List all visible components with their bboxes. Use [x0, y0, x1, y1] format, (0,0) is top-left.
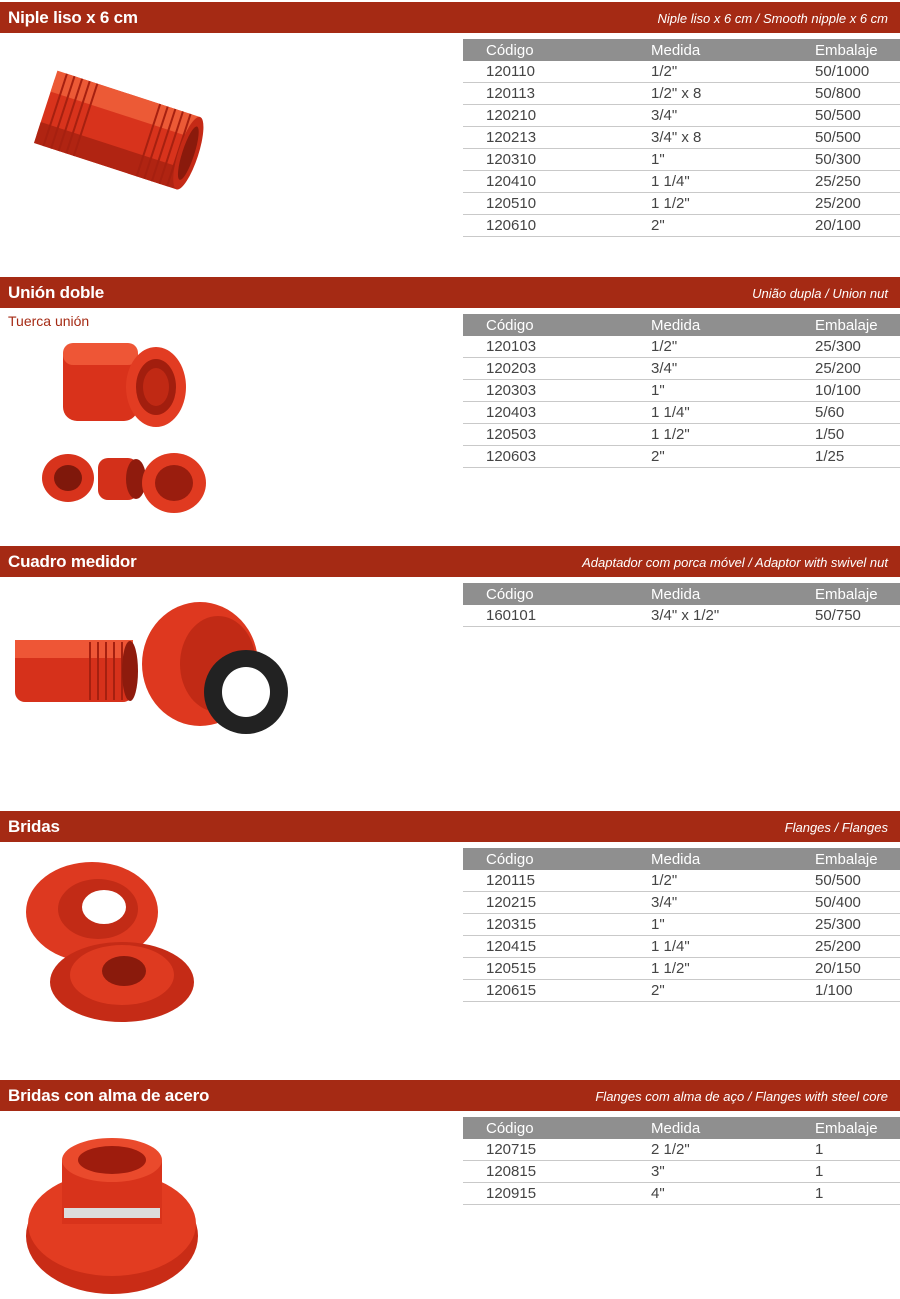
column-header-code: Código	[463, 314, 651, 336]
cell-pack: 1/50	[815, 424, 900, 446]
table-row	[463, 605, 900, 627]
cell-size: 1"	[651, 914, 815, 936]
section-header-bar	[0, 1080, 900, 1111]
cell-size: 2"	[651, 980, 815, 1002]
table-row	[463, 1183, 900, 1205]
column-header-size: Medida	[651, 848, 815, 870]
column-header-size: Medida	[651, 314, 815, 336]
section-subtitle: Adaptador com porca móvel / Adaptor with swivel nut	[582, 555, 888, 570]
cell-pack: 20/150	[815, 958, 900, 980]
table-row	[463, 105, 900, 127]
cell-code: 120503	[463, 424, 651, 446]
table-row	[463, 193, 900, 215]
table-row	[463, 914, 900, 936]
cell-code: 120715	[463, 1139, 651, 1161]
column-header-pack: Embalaje	[815, 1117, 900, 1139]
product-image-nipple	[22, 42, 212, 217]
cell-size: 1 1/4"	[651, 402, 815, 424]
table-row	[463, 892, 900, 914]
section-niple-liso	[0, 2, 900, 262]
cell-code: 120310	[463, 149, 651, 171]
cell-size: 2"	[651, 446, 815, 468]
cell-pack: 50/500	[815, 127, 900, 149]
section-bridas	[0, 811, 900, 1071]
cell-code: 120603	[463, 446, 651, 468]
table-row	[463, 446, 900, 468]
cell-size: 4"	[651, 1183, 815, 1205]
cell-code: 120515	[463, 958, 651, 980]
cell-size: 3/4"	[651, 358, 815, 380]
cell-pack: 50/500	[815, 870, 900, 892]
cell-pack: 1/100	[815, 980, 900, 1002]
table-row	[463, 61, 900, 83]
cell-code: 120410	[463, 171, 651, 193]
section-subtitle: Flanges / Flanges	[784, 820, 888, 835]
cell-pack: 10/100	[815, 380, 900, 402]
cell-size: 3/4" x 1/2"	[651, 605, 815, 627]
cell-size: 1/2"	[651, 61, 815, 83]
table-row	[463, 380, 900, 402]
cell-size: 3"	[651, 1161, 815, 1183]
cell-size: 1 1/4"	[651, 171, 815, 193]
cell-code: 120510	[463, 193, 651, 215]
cell-size: 3/4"	[651, 105, 815, 127]
table-row	[463, 149, 900, 171]
cell-size: 1 1/2"	[651, 193, 815, 215]
cell-code: 120615	[463, 980, 651, 1002]
column-header-code: Código	[463, 583, 651, 605]
cell-code: 120315	[463, 914, 651, 936]
cell-code: 120915	[463, 1183, 651, 1205]
table-row	[463, 83, 900, 105]
cell-pack: 25/300	[815, 336, 900, 358]
table-row	[463, 402, 900, 424]
cell-code: 120215	[463, 892, 651, 914]
cell-pack: 50/800	[815, 83, 900, 105]
table-row	[463, 215, 900, 237]
product-table	[463, 314, 900, 468]
section-title: Niple liso x 6 cm	[8, 8, 138, 27]
column-header-size: Medida	[651, 583, 815, 605]
product-table	[463, 1117, 900, 1205]
cell-size: 1/2" x 8	[651, 83, 815, 105]
cell-pack: 1	[815, 1161, 900, 1183]
cell-size: 1/2"	[651, 870, 815, 892]
cell-pack: 20/100	[815, 215, 900, 237]
cell-code: 160101	[463, 605, 651, 627]
cell-size: 1 1/2"	[651, 958, 815, 980]
cell-code: 120815	[463, 1161, 651, 1183]
column-header-code: Código	[463, 1117, 651, 1139]
product-image-union-nut	[38, 333, 213, 518]
column-header-pack: Embalaje	[815, 39, 900, 61]
cell-pack: 25/250	[815, 171, 900, 193]
product-table	[463, 848, 900, 1002]
cell-code: 120210	[463, 105, 651, 127]
table-row	[463, 171, 900, 193]
cell-size: 1/2"	[651, 336, 815, 358]
column-header-code: Código	[463, 39, 651, 61]
cell-size: 2"	[651, 215, 815, 237]
section-title: Bridas	[8, 817, 60, 836]
table-row	[463, 424, 900, 446]
cell-pack: 1	[815, 1183, 900, 1205]
table-row	[463, 980, 900, 1002]
cell-pack: 25/200	[815, 358, 900, 380]
cell-code: 120213	[463, 127, 651, 149]
cell-pack: 50/300	[815, 149, 900, 171]
section-subtitle: Flanges com alma de aço / Flanges with steel core	[595, 1089, 888, 1104]
cell-code: 120415	[463, 936, 651, 958]
table-row	[463, 936, 900, 958]
cell-size: 1 1/2"	[651, 424, 815, 446]
cell-code: 120110	[463, 61, 651, 83]
cell-size: 2 1/2"	[651, 1139, 815, 1161]
cell-pack: 50/1000	[815, 61, 900, 83]
product-table	[463, 39, 900, 237]
cell-code: 120303	[463, 380, 651, 402]
section-union-doble	[0, 277, 900, 537]
table-row	[463, 358, 900, 380]
cell-size: 1"	[651, 149, 815, 171]
section-header-bar	[0, 546, 900, 577]
column-header-code: Código	[463, 848, 651, 870]
table-row	[463, 336, 900, 358]
column-header-pack: Embalaje	[815, 583, 900, 605]
section-header-bar	[0, 277, 900, 308]
cell-code: 120403	[463, 402, 651, 424]
cell-pack: 25/300	[815, 914, 900, 936]
section-cuadro-medidor	[0, 546, 900, 806]
cell-size: 3/4"	[651, 892, 815, 914]
column-header-size: Medida	[651, 1117, 815, 1139]
cell-pack: 50/750	[815, 605, 900, 627]
column-header-pack: Embalaje	[815, 848, 900, 870]
section-header-bar	[0, 2, 900, 33]
column-header-size: Medida	[651, 39, 815, 61]
cell-pack: 1	[815, 1139, 900, 1161]
product-table	[463, 583, 900, 627]
cell-code: 120113	[463, 83, 651, 105]
cell-code: 120203	[463, 358, 651, 380]
cell-pack: 1/25	[815, 446, 900, 468]
cell-size: 1 1/4"	[651, 936, 815, 958]
cell-pack: 25/200	[815, 193, 900, 215]
cell-size: 1"	[651, 380, 815, 402]
section-header-bar	[0, 811, 900, 842]
table-row	[463, 1139, 900, 1161]
section-title: Bridas con alma de acero	[8, 1086, 210, 1105]
section-note: Tuerca unión	[8, 313, 90, 329]
cell-pack: 50/400	[815, 892, 900, 914]
section-subtitle: União dupla / Union nut	[752, 286, 888, 301]
table-row	[463, 127, 900, 149]
cell-pack: 25/200	[815, 936, 900, 958]
cell-code: 120103	[463, 336, 651, 358]
column-header-pack: Embalaje	[815, 314, 900, 336]
cell-code: 120115	[463, 870, 651, 892]
cell-size: 3/4" x 8	[651, 127, 815, 149]
cell-pack: 50/500	[815, 105, 900, 127]
cell-code: 120610	[463, 215, 651, 237]
section-bridas-alma-acero	[0, 1080, 900, 1299]
product-image-steel-core-flange	[24, 1128, 204, 1296]
section-subtitle: Niple liso x 6 cm / Smooth nipple x 6 cm	[657, 11, 888, 26]
section-title: Unión doble	[8, 283, 105, 302]
table-row	[463, 958, 900, 980]
cell-pack: 5/60	[815, 402, 900, 424]
product-image-adaptor	[10, 598, 290, 748]
product-image-flanges	[22, 857, 197, 1032]
table-row	[463, 870, 900, 892]
section-title: Cuadro medidor	[8, 552, 137, 571]
table-row	[463, 1161, 900, 1183]
